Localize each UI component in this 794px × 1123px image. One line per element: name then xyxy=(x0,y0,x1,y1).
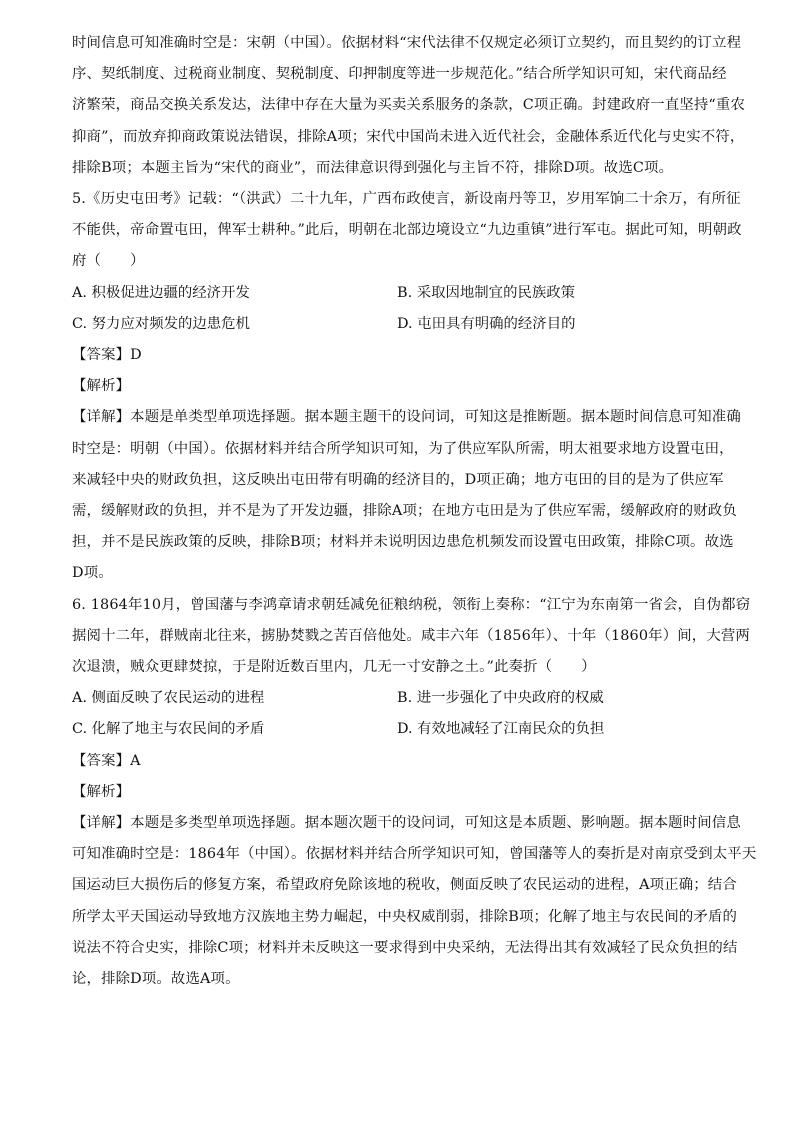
question-stem: 府（ ） xyxy=(72,253,145,270)
option-b: B. 进一步强化了中央政府的权威 xyxy=(397,690,604,707)
detail-line: 论，排除D项。故选A项。 xyxy=(72,971,240,988)
text-line: 排除B项；本题主旨为“宋代的商业”，而法律意识得到强化与主旨不符，排除D项。故选C项。 xyxy=(72,159,674,176)
question-stem: 6. 1864年10月，曾国藩与李鸿章请求朝廷减免征粮纳税，领衔上奏称：“江宁为东南第一省会，自伪都窃 xyxy=(72,596,751,613)
question-5 xyxy=(72,184,742,590)
option-d: D. 有效地减轻了江南民众的负担 xyxy=(397,721,605,738)
detail-line: 【详解】本题是多类型单项选择题。据本题次题干的设问词，可知这是本质题、影响题。据本题时间信息 xyxy=(72,815,741,832)
detail-line: 需，缓解财政的负担，并不是为了开发边疆，排除A项；在地方屯田是为了供应军需，缓解政府的财政负 xyxy=(72,503,737,520)
document-page xyxy=(72,28,757,995)
detail-line: 说法不符合史实，排除C项；材料并未反映这一要求得到中央采纳，无法得出其有效减轻了民众负担的结 xyxy=(72,939,738,956)
option-row xyxy=(72,714,724,745)
detail-line: D项。 xyxy=(72,565,113,582)
question-stem: 5.《历史屯田考》记载：“（洪武）二十九年，广西布政使言，新设南丹等卫，岁用军饷二十余万，有所征 xyxy=(72,191,741,208)
option-a: A. 侧面反映了农民运动的进程 xyxy=(72,690,265,707)
detail-line: 国运动巨大损伤后的修复方案，希望政府免除该地的税收，侧面反映了农民运动的进程，A项正确；结合 xyxy=(72,877,737,894)
detail-line: 可知准确时空是：1864年（中国）。依据材料并结合所学知识可知，曾国藩等人的奏折是对南京受到太平天 xyxy=(72,846,757,863)
question-6 xyxy=(72,590,757,996)
detail-line: 所学太平天国运动导致地方汉族地主势力崛起，中央权威削弱，排除B项；化解了地主与农民间的矛盾的 xyxy=(72,908,738,925)
detail-line: 担，并不是民族政策的反映，排除B项；材料并未说明因边患危机频发而设置屯田政策，排除C项。故选 xyxy=(72,534,734,551)
text-line: 时间信息可知准确时空是：宋朝（中国）。依据材料“宋代法律不仅规定必须订立契约，而且契约的订立程 xyxy=(72,35,742,51)
option-row xyxy=(72,309,724,340)
question-stem: 不能供，帝命置屯田，俾军士耕种。”此后，明朝在北部边境设立“九边重镇”进行军屯。据此可知，明朝政 xyxy=(72,222,742,239)
text-line: 济繁荣，商品交换关系发达，法律中存在大量为买卖关系服务的条款，C项正确。封建政府一直坚持“重农 xyxy=(72,97,745,114)
text-line: 抑商”，而放弃抑商政策说法错误，排除A项；宋代中国尚未进入近代社会，金融体系近代化与史实不符， xyxy=(72,128,745,145)
question-stem: 次退溃，贼众更肆焚掠，于是附近数百里内，几无一寸安静之土。”此奏折（ ） xyxy=(72,659,596,676)
previous-question-explanation xyxy=(72,28,745,184)
question-stem: 据阅十二年，群贼南北往来，掳胁焚戮之苦百倍他处。咸丰六年（1856年）、十年（1860年）间，大营两 xyxy=(72,627,750,644)
analysis-label: 【解析】 xyxy=(72,378,131,395)
option-c: C. 化解了地主与农民间的矛盾 xyxy=(72,721,265,738)
option-d: D. 屯田具有明确的经济目的 xyxy=(397,315,576,332)
answer-label: 【答案】A xyxy=(72,752,141,769)
detail-line: 【详解】本题是单类型单项选择题。据本题主题干的设问词，可知这是推断题。据本题时间信息可知准确 xyxy=(72,409,741,426)
option-row xyxy=(72,278,724,309)
analysis-label: 【解析】 xyxy=(72,783,131,800)
answer-label: 【答案】D xyxy=(72,347,142,363)
option-b: B. 采取因地制宜的民族政策 xyxy=(397,284,576,301)
option-a: A. 积极促进边疆的经济开发 xyxy=(72,284,250,301)
detail-line: 时空是：明朝（中国）。依据材料并结合所学知识可知，为了供应军队所需，明太祖要求地方设置屯田， xyxy=(72,440,734,457)
detail-line: 来减轻中央的财政负担，这反映出屯田带有明确的经济目的，D项正确；地方屯田的目的是为了供应军 xyxy=(72,471,724,488)
option-row xyxy=(72,683,724,714)
text-line: 序、契纸制度、过税商业制度、契税制度、印押制度等进一步规范化。”结合所学知识可知，宋代商品经 xyxy=(72,66,727,83)
option-c: C. 努力应对频发的边患危机 xyxy=(72,315,250,332)
